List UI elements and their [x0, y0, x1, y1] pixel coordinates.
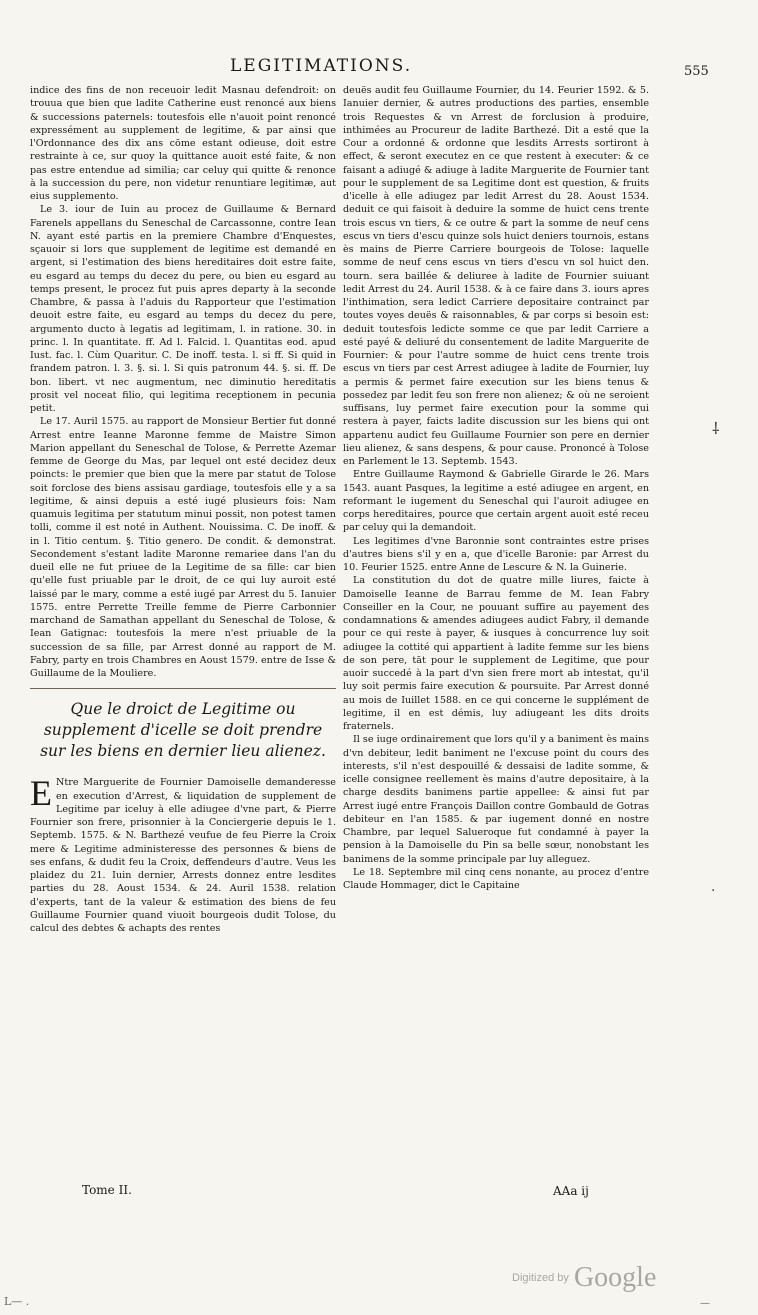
section-divider [30, 688, 336, 689]
left-column [30, 84, 336, 935]
digitized-watermark [512, 1262, 656, 1294]
bottom-dash-artifact: — [700, 1298, 710, 1309]
drop-cap: E [30, 773, 52, 814]
paragraph: Le 17. Auril 1575. au rapport de Monsieur Bertier fut donné Arrest entre Ieanne Maronne femme de Maistre Simon Marion appellant du Seneschal de Tolose, & Perrette Azemar femme de George du Mas, par lequel ont esté decidez deux poincts: le premier que bien que la mere par statut de Tolose soit forclose des biens assisau gardiage, toutesfois elle y a sa legitime, & ainsi depuis a esté iugé plusieurs fois: Nam quamuis legitima per statutum minui possit, non potest tamen tolli, comme il est noté in Authent. Nouissima. C. De inoff. & in l. Titio centum. §. Titio genero. De condit. & demonstrat. Secondement s'estant ladite Maronne remariee dans l'an du dueil elle ne fut priuee de la Legitime de sa fille: car bien qu'elle fust priuable par le droit, de ce qui luy auroit esté laissé par le mary, comme a esté iugé par Arrest du 5. Ianuier 1575. entre Perrette Treille femme de Pierre Carbonnier marchand de Samathan appellant du Seneschal de Tolose, & Iean Gatignac: toutesfois la mere n'est priuable de la succession de sa fille, par Arrest donné au rapport de M. Fabry, party en trois Chambres en Aoust 1579. entre de Isse & Guillaume de la Mouliere. [30, 416, 336, 679]
paragraph: Il se iuge ordinairement que lors qu'il y a baniment ès mains d'vn debiteur, ledit baniment ne l'excuse point du cours des interests, s'il n'est despouillé & dessaisi de ladite somme, & icelle consignee reellement ès mains d'autre depositaire, à la charge desdits banimens partie appellee: & ainsi fut par Arrest iugé entre François Daillon contre Gombauld de Gotras debiteur en l'an 1585. & par iugement donné en nostre Chambre, par lequel Salueroque fut condamné à payer la pension à la Damoiselle du Pin sa belle sœur, nonobstant les banimens de la somme principale par luy alleguez. [343, 734, 649, 865]
volume-label: Tome II. [82, 1183, 132, 1197]
paragraph: Le 3. iour de Iuin au procez de Guillaume & Bernard Farenels appellans du Seneschal de Carcassonne, contre Iean N. ayant esté partis en la premiere Chambre d'Enquestes, sçauoir si lors que supplement de legitime est demandé en argent, si l'estimation des biens hereditaires doit estre faite, eu esgard au temps du decez du pere, ou bien eu esgard au temps present, le procez fut puis apres departy à la seconde Chambre, & passa à l'aduis du Rapporteur que l'estimation deuoit estre faite, eu esgard au temps du decez du pere, argumento ducto à legatis ad legitimam, l. in ratione. 30. in princ. l. In quantitate. ff. Ad l. Falcid. l. Quantitas eod. apud Iust. fac. l. Cùm Quaritur. C. De inoff. testa. l. si ff. Si quid in frandem patron. l. 3. §. si. l. Si quis patronum 44. §. si. ff. De bon. libert. vt nec augmentum, nec diminutio hereditatis prosit vel noceat filio, qui legitima receptionem in pecunia petit. [30, 204, 336, 414]
google-logo: Google [573, 1262, 657, 1293]
paragraph: indice des fins de non receuoir ledit Masnau defendroit: on trouua que bien que ladite Catherine eust renoncé aux biens & successions paternels: toutesfois elle n'auoit point renoncé expressément au supplement de legitime, & par ainsi que l'Ordonnance des dix ans cōme estant odieuse, doit estre restrainte à ce, sur quoy la quittance auoit esté faite, & non pas estre entendue ad similia; car celuy qui quitte & renonce à la succession du pere, non videtur renuntiare legitimæ, aut eius supplemento. [30, 85, 336, 202]
paragraph: Entre Guillaume Raymond & Gabrielle Girarde le 26. Mars 1543. auant Pasques, la legitime a esté adiugee en argent, en reformant le iugement du Seneschal qui l'auroit adiugee en corps hereditaires, pource que certain argent auoit esté receu par celuy qui la demandoit. [343, 469, 649, 534]
paragraph [30, 773, 336, 935]
page-number: 555 [684, 64, 709, 79]
paragraph: La constitution du dot de quatre mille liures, faicte à Damoiselle Ieanne de Barrau femme de M. Iean Fabry Conseiller en la Cour, ne pouuant suffire au payement des condamnations & amendes adiugees audict Fabry, il demande pour ce qui reste à payer, & iusques à concurrence luy soit adiugee la cottité qui appartient à ladite femme sur les biens de son pere, tāt pour le supplement de Legitime, que pour auoir succedé à la part d'vn sien frere mort ab intestat, qu'il luy soit permis faire execution & poursuite. Par Arrest donné au mois de Iuillet 1588. en ce qui concerne le supplément de legitime, il en est démis, luy adiugeant les dits droits fraternels. [343, 575, 649, 732]
section-title: Que le droict de Legitime ou supplement d'icelle se doit prendre sur les biens en dernier lieu alienez. [40, 700, 326, 761]
signature-mark: AAa ij [553, 1184, 589, 1198]
running-head: LEGITIMATIONS. [230, 56, 413, 76]
paragraph-text: Ntre Marguerite de Fournier Damoiselle demanderesse en execution d'Arrest, & liquidation de supplement de Legitime par iceluy à elle adiugee d'vne part, & Pierre Fournier son frere, prisonnier à la Conciergerie depuis le 1. Septemb. 1575. & N. Barthezé veufue de feu Pierre la Croix mere & Legitime administeresse des personnes & biens de ses enfans, & dudit feu la Croix, deffendeurs d'autre. Veus les plaidez du 21. Iuin dernier, Arrests donnez entre lesdites parties du 28. Aoust 1534. & 24. Auril 1538. relation d'experts, tant de la valeur & estimation des biens de feu Guillaume Fournier quand viuoit bourgeois dudit Tolose, du calcul des debtes & achapts des rentes [30, 777, 336, 934]
paragraph: deuës audit feu Guillaume Fournier, du 14. Feurier 1592. & 5. Ianuier dernier, & autres productions des parties, ensemble trois Requestes & vn Arrest de forclusion à produire, inthimées au Procureur de ladite Barthezé. Dit a esté que la Cour a ordonné & ordonne que lesdits Arrests sortiront à effect, & seront executez en ce que restent à executer: & ce faisant a adiugé & adiuge à ladite Marguerite de Fournier tant pour le supplement de sa Legitime dont est question, & fruits d'icelle à elle adiugez par ledit Arrest du 28. Aoust 1534. deduit ce qui faisoit à deduire la somme de huict cens trente trois escus vn tiers, & ce outre & part la somme de neuf cens escus vn tiers d'escu quinze sols huict deniers tournois, estans ès mains de Pierre Carriere bourgeois de Tolose: laquelle somme de neuf cens escus vn tiers d'escu vn sol huict den. tourn. sera baillée & deliuree à ladite de Fournier suiuant ledit Arrest du 24. Auril 1538. & à ce faire dans 3. iours apres l'inthimation, sera ledict Carriere depositaire contrainct par toutes voyes deuës & raisonnables, & par corps si besoin est: deduit toutesfois ledicte somme ce que par ledit Carriere a esté payé & deliuré du consentement de ladite Marguerite de Fournier: & pour l'autre somme de huict cens trente trois escus vn tiers par cest Arrest adiugee à ladite de Fournier, luy a permis & permet faire execution sur les biens tenus & possedez par ledit feu son frere non alienez; & où ne seroient suffisans, luy permet faire execution pour la somme qui restera à payer, faicts ladite discussion sur les biens qui ont appartenu audict feu Guillaume Fournier son pere en dernier lieu alienez, & sans despens, & pour cause. Prononcé à Tolose en Parlement le 13. Septemb. 1543. [343, 85, 649, 467]
bottom-scan-artifact: L— . [4, 1295, 30, 1308]
paragraph: Le 18. Septembre mil cinq cens nonante, au procez d'entre Claude Hommager, dict le Capitaine [343, 866, 649, 891]
paragraph: Les legitimes d'vne Baronnie sont contraintes estre prises d'autres biens s'il y en a, que d'icelle Baronie: par Arrest du 10. Feurier 1525. entre Anne de Lescure & N. la Guinerie. [343, 535, 649, 573]
margin-annotation-icon: ⸸ [712, 419, 720, 438]
margin-dot-icon: · [711, 883, 716, 899]
right-column [343, 84, 649, 892]
watermark-prefix: Digitized by [512, 1272, 569, 1284]
